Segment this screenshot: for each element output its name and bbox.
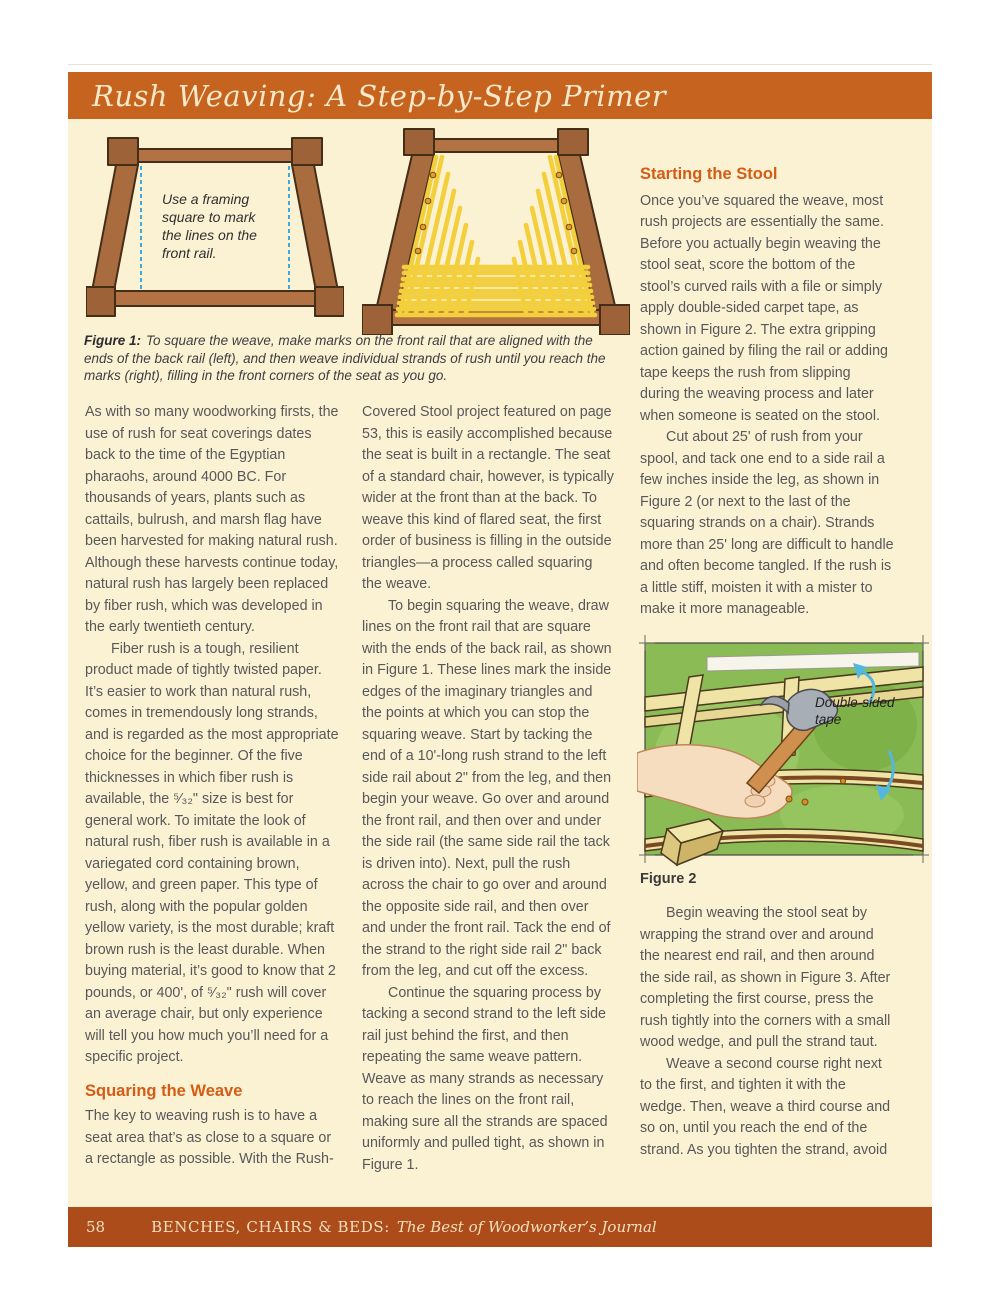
woven-frame-drawing <box>362 123 630 335</box>
article-title: Rush Weaving: A Step-by-Step Primer <box>92 78 667 113</box>
figure2-illustration <box>637 633 931 873</box>
section-heading-starting-the-stool: Starting the Stool <box>640 165 778 183</box>
paragraph: The key to weaving rush is to have a seat area that’s as close to a square or a rectangle as possible. With the Rush- <box>85 1108 334 1167</box>
figure1-weave-illustration <box>362 123 630 335</box>
page-number: 58 <box>86 1218 106 1236</box>
figure1-frame-illustration <box>86 128 344 330</box>
paragraph: Continue the squaring process by tacking a second strand to the left side rail just behind the first, and then repeating the same weave pattern. Weave as many strands as necessary to reach the lines on the front rail, making sure all the strands are spaced uniformly and pulled tight, as shown in Figure 1. <box>362 984 608 1173</box>
page-sheet <box>68 119 932 1207</box>
figure2-callout-label: Double-sided tape <box>815 695 895 727</box>
figure1-annotation: Use a framing square to mark the lines on the front rail. <box>162 191 257 261</box>
column-3-lower <box>640 903 894 1161</box>
paragraph: Covered Stool project featured on page 53, this is easily accomplished because the seat is built in a rectangle. The seat of a standard chair, however, is typically wider at the front than at the back. To weave this kind of flared seat, the first order of business is filling in the outside triangles—a process called squaring the weave. <box>362 404 614 592</box>
figure1-caption-label: Figure 1: <box>84 333 142 348</box>
column-2 <box>362 402 616 1176</box>
article-header-band <box>68 72 932 119</box>
figure1-caption <box>84 332 618 385</box>
book-series-title: BENCHES, CHAIRS & BEDS: <box>151 1218 390 1236</box>
paragraph: To begin squaring the weave, draw lines on the front rail that are square with the ends of the back rail, as shown in Figure 1. These lines mark the inside edges of the imaginary triangles and the points at which you can stop the squaring weave. Start by tacking the end of a 10'-long rush strand to the left side rail about 2" from the leg, and then begin your weave. Go over and around the front rail, and then over and under the side rail (the same side rail the tack is driven into). Next, pull the rush across the chair to go over and around the opposite side rail, and then over and under the front rail. Tack the end of the strand to the right side rail 2" back from the leg, and cut off the excess. <box>362 597 612 979</box>
paragraph: Begin weaving the stool seat by wrapping the strand over and around the nearest end rail, and then around the side rail, as shown in Figure 3. After completing the first course, press the rush tightly into the corners with a small wood wedge, and pull the strand taut. <box>640 905 891 1050</box>
paragraph: Once you’ve squared the weave, most rush projects are essentially the same. Before you actually begin weaving the stool seat, score the bottom of the stool’s curved rails with a file or simply apply double-sided carpet tape, as shown in Figure 2. The extra gripping action gained by filing the rail or adding tape keeps the rush from slipping during the weaving process and later when someone is seated on the stool. <box>640 192 888 424</box>
section-heading-squaring-the-weave: Squaring the Weave <box>85 1081 243 1100</box>
book-subtitle: The Best of Woodworker’s Journal <box>396 1218 657 1236</box>
paragraph: Cut about 25' of rush from your spool, and tack one end to a side rail a few inches inside the leg, as shown in Figure 2 (or next to the last of the squaring strands on a chair). Strands more than 25' long are difficult to handle and often become tangled. If the rush is a little stiff, moisten it with a mister to make it more manageable. <box>640 429 894 617</box>
page-top-edge <box>68 64 932 65</box>
tacking-rush-drawing <box>637 633 931 873</box>
column-1 <box>85 402 339 1171</box>
page-footer-band <box>68 1207 932 1247</box>
figure2-caption: Figure 2 <box>640 871 697 887</box>
figure1-caption-text: To square the weave, make marks on the front rail that are aligned with the ends of the back rail (left), and then weave individual strands of rush until you reach the marks (right), filling in the front corners of the seat as you go. <box>84 333 606 383</box>
column-3-upper <box>640 164 894 621</box>
paragraph: Weave a second course right next to the first, and tighten it with the wedge. Then, weave a third course and so on, until you reach the end of the strand. As you tighten the strand, avoid <box>640 1055 891 1158</box>
paragraph: Fiber rush is a tough, resilient product made of tightly twisted paper. It’s easier to work than natural rush, comes in tremendously long strands, and is regarded as the most appropriate choice for the beginner. Of the five thicknesses in which fiber rush is available, the ⁵⁄₃₂" size is best for general work. To imitate the look of natural rush, fiber rush is available in a variegated cord containing brown, yellow, and green paper. This type of rush, along with the popular golden yellow variety, is the most durable; kraft brown rush is the least durable. When buying material, it’s good to know that 2 pounds, or 400', of ⁵⁄₃₂" rush will cover an average chair, but only experience will tell you how much you’ll need for a specific project. <box>85 640 339 1065</box>
paragraph: As with so many woodworking firsts, the use of rush for seat coverings dates back to the time of the Egyptian pharaohs, around 4000 BC. For thousands of years, plants such as cattails, bulrush, and marsh flag have been harvested for making natural rush. Although these harvests continue today, natural rush has largely been replaced by fiber rush, which was developed in the early twentieth century. <box>85 404 339 635</box>
